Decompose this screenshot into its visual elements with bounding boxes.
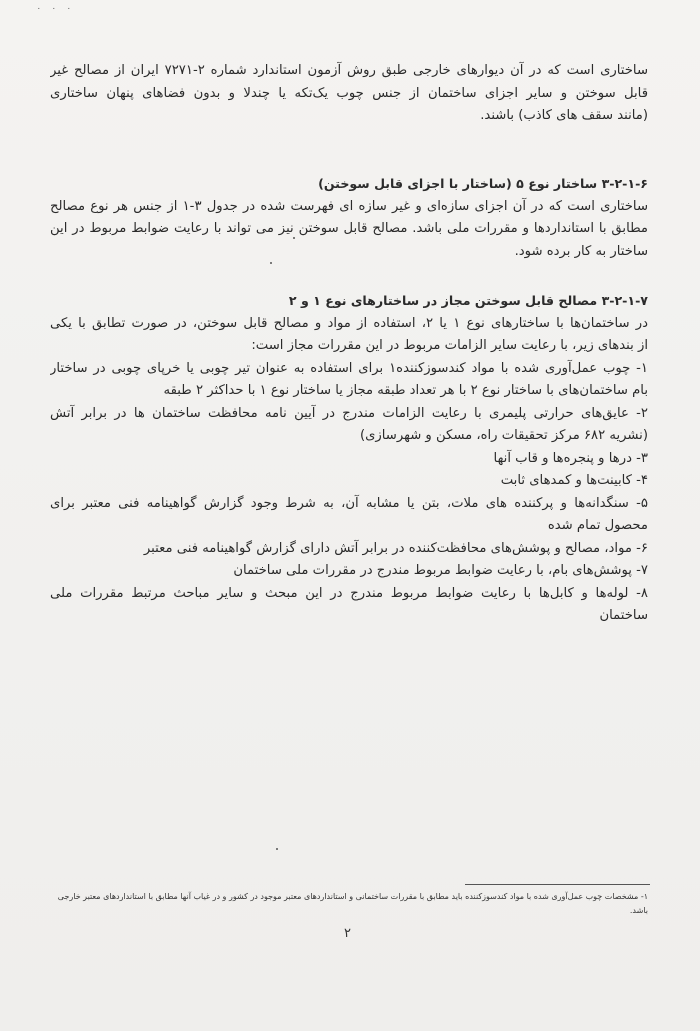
list-item-1-line: ۱- چوب عمل‌آوری شده با مواد کندسوزکننده۱ برای استفاده به عنوان تیر چوبی یا خرپای چوبی در ساختار xyxy=(50,360,648,376)
footnote-line: ۱- مشخصات چوب عمل‌آوری شده با مواد کندسوزکننده باید مطابق با مقررات ساختمانی و استانداردهای معتبر موجود در کشور و در غیاب آنها مطابق با استانداردهای معتبر خارجی xyxy=(57,892,648,901)
scan-speck xyxy=(276,848,278,850)
section-6 xyxy=(50,173,648,263)
list-item-6: ۶- مواد، مصالح و پوشش‌های محافظت‌کننده در برابر آتش دارای گزارش گواهینامه فنی معتبر xyxy=(143,540,648,556)
list-item-7: ۷- پوشش‌های بام، با رعایت ضوابط مربوط مندرج در مقررات ملی ساختمان xyxy=(233,563,648,578)
footnote-line: باشد. xyxy=(629,906,648,915)
list-item-3: ۳- درها و پنجره‌ها و قاب آنها xyxy=(493,450,648,466)
list-item-5-line: ۵- سنگدانه‌ها و پرکننده های ملات، بتن یا مشابه آن، به شرط وجود گزارش گواهینامه فنی معتبر برای xyxy=(50,495,648,511)
section-6-line: مطابق با استانداردها و مقررات ملی باشد. مصالح قابل سوختن نیز می تواند با رعایت ضوابط مربوط در این xyxy=(50,221,648,236)
intro-line: (مانند سقف های کاذب) باشند. xyxy=(480,108,648,123)
intro-paragraph xyxy=(50,60,648,128)
list-item-2-line: (نشریه ۶۸۲ مرکز تحقیقات راه، مسکن و شهرسازی) xyxy=(359,428,648,443)
page-number: ۲ xyxy=(344,926,351,941)
intro-line: ساختاری است که در آن دیوارهای خارجی طبق روش آزمون استاندارد شماره ۲-۷۲۷۱ ایران از مصالح غیر xyxy=(50,63,648,78)
section-6-line: ساختاری است که در آن اجزای سازه‌ای و غیر سازه ای فهرست شده در جدول ۳-۱ از جنس هر نوع مصالح xyxy=(50,198,648,214)
list-item-4: ۴- کابینت‌ها و کمدهای ثابت xyxy=(500,473,648,488)
list-item-5-line: محصول تمام شده xyxy=(547,518,648,533)
section-6-line: ساختار به کار برده شود. xyxy=(514,243,648,259)
list-item-2-line: ۲- عایق‌های حرارتی پلیمری با رعایت الزامات مندرج در آیین نامه محافظت ساختمان ها در برابر آتش xyxy=(50,405,648,421)
intro-line: قابل سوختن و سایر اجزای ساختمان از جنس چوب یک‌تکه یا چندلا و بدون فضاهای پنهان ساختاری xyxy=(50,85,648,101)
section-7-intro-line: از بندهای زیر، با رعایت سایر الزامات مربوط در این مقررات مجاز است: xyxy=(251,338,648,353)
list-item-8-line: ۸- لوله‌ها و کابل‌ها با رعایت ضوابط مربوط مندرج در این مبحث و سایر مباحث مرتبط مقررات ملی xyxy=(50,585,648,601)
scan-mark: ˙ ˙ ˙ xyxy=(36,6,75,19)
section-7-intro-line: در ساختمان‌ها با ساختارهای نوع ۱ یا ۲، استفاده از مواد و مصالح قابل سوختن، در صورت تطابق با یکی xyxy=(50,315,648,331)
footnote-separator xyxy=(465,884,650,885)
scan-speck xyxy=(293,237,295,239)
footnote xyxy=(50,890,648,918)
scan-speck xyxy=(270,262,272,264)
section-7-heading: ۳-۲-۱-۷ مصالح قابل سوختن مجاز در ساختارهای نوع ۱ و ۲ xyxy=(288,293,648,308)
list-item-8-line: ساختمان xyxy=(599,608,648,623)
list-item-1-line: بام ساختمان‌های با ساختار نوع ۲ با هر تعداد طبقه مجاز یا ساختار نوع ۱ با حداکثر ۲ طبقه xyxy=(163,383,648,398)
section-6-heading: ۳-۲-۱-۶ ساختار نوع ۵ (ساختار با اجزای قابل سوختن) xyxy=(318,176,648,191)
section-7 xyxy=(50,290,648,628)
